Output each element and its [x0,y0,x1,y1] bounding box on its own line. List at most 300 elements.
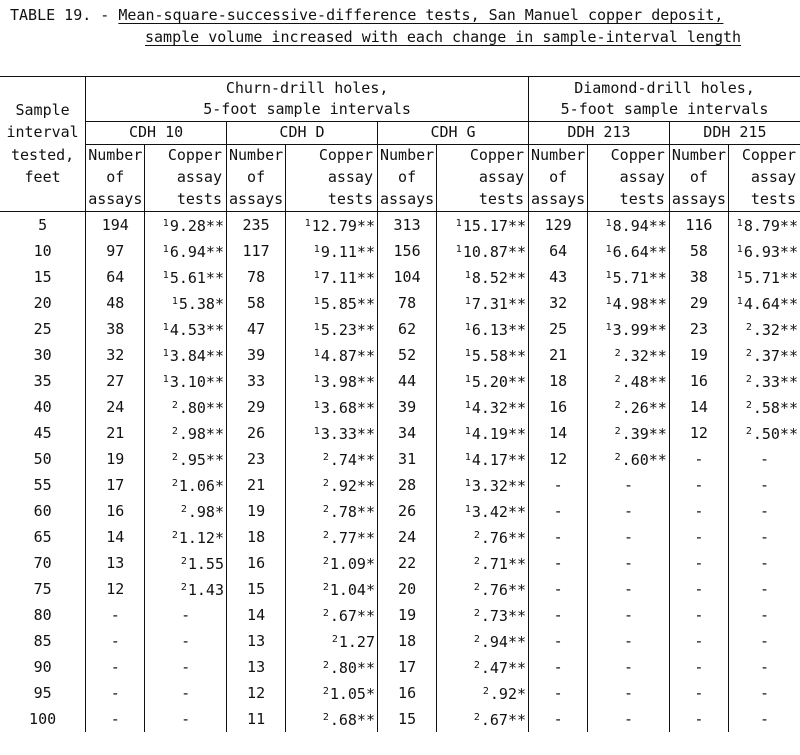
table-row [0,472,800,498]
test-value: .95** [178,450,224,469]
ddh-213-number-of-assays: - [529,602,588,628]
test-value: .76** [480,580,527,599]
cdh-d-copper-assay-test [286,394,378,420]
copper-header: tests [286,189,378,212]
cdh-d-number-of-assays: 21 [227,472,286,498]
footnote-marker: 2 [322,659,329,671]
ddh-213-number-of-assays: - [529,706,588,732]
footnote-marker: 2 [745,399,752,411]
table-row [0,316,800,342]
footnote-marker: 1 [736,295,743,307]
cdh-10-number-of-assays: 12 [86,576,145,602]
test-value: .98* [187,502,224,521]
copper-header: Copper [437,144,529,167]
footnote-marker: 1 [736,269,743,281]
cdh-g-number-of-assays: 22 [378,550,437,576]
cdh-d-copper-assay-test [286,290,378,316]
test-value: 3.68** [320,398,375,417]
hole-header-ddh-213: DDH 213 [529,121,670,144]
footnote-marker: 1 [171,295,178,307]
cdh-10-copper-assay-test [145,524,227,550]
ddh-215-number-of-assays: 14 [669,394,728,420]
test-value: 1.09* [329,554,375,573]
number-header: of [378,167,437,189]
ddh-213-number-of-assays: 14 [529,420,588,446]
test-value: 1.27 [338,632,375,651]
ddh-215-number-of-assays: 23 [669,316,728,342]
test-value: 6.13** [471,320,527,339]
cdh-g-number-of-assays: 62 [378,316,437,342]
interval-header-line-2: interval [6,123,79,141]
cdh-d-number-of-assays: 16 [227,550,286,576]
ddh-215-number-of-assays: - [669,706,728,732]
table-row [0,680,800,706]
cdh-10-copper-assay-test [145,238,227,264]
footnote-marker: 1 [313,269,320,281]
interval-header-spacer [0,77,86,100]
diamond-drill-group-header [529,77,800,122]
ddh-213-copper-assay-test: - [588,550,670,576]
cdh-10-copper-assay-test [145,420,227,446]
test-value: 1.05* [329,684,375,703]
cdh-10-number-of-assays: 16 [86,498,145,524]
test-value: 4.17** [471,450,527,469]
hole-header-cdh-d: CDH D [227,121,378,144]
cdh-g-number-of-assays: 34 [378,420,437,446]
copper-header: Copper [286,144,378,167]
footnote-marker: 1 [304,217,311,229]
copper-header: assay [437,167,529,189]
table-body [0,211,800,732]
test-value: .32** [752,320,798,339]
number-header: of [86,167,145,189]
ddh-213-number-of-assays: - [529,524,588,550]
table-row [0,368,800,394]
cdh-10-number-of-assays: 13 [86,550,145,576]
cdh-d-copper-assay-test [286,446,378,472]
test-value: 4.53** [169,320,224,339]
footnote-marker: 2 [745,347,752,359]
cdh-10-copper-assay-test: - [145,602,227,628]
cdh-10-number-of-assays: - [86,628,145,654]
ddh-213-copper-assay-test [588,290,670,316]
cdh-g-copper-assay-test [437,524,529,550]
footnote-marker: 1 [162,347,169,359]
cdh-g-number-of-assays: 17 [378,654,437,680]
ddh-213-copper-assay-test: - [588,628,670,654]
cdh-10-copper-assay-test: - [145,706,227,732]
footnote-marker: 1 [464,425,471,437]
cdh-d-number-of-assays: 29 [227,394,286,420]
cdh-g-copper-assay-test [437,316,529,342]
test-value: 5.20** [471,372,527,391]
ddh-213-copper-assay-test: - [588,680,670,706]
ddh-213-copper-assay-test [588,368,670,394]
cdh-10-number-of-assays: 97 [86,238,145,264]
footnote-marker: 1 [605,269,612,281]
table-row [0,342,800,368]
cdh-10-number-of-assays: 27 [86,368,145,394]
number-header: Number [378,144,437,167]
cdh-10-number-of-assays: 14 [86,524,145,550]
hole-header-cdh-10: CDH 10 [86,121,227,144]
test-value: 5.71** [612,268,667,287]
test-value: 4.19** [471,424,527,443]
cdh-10-copper-assay-test [145,446,227,472]
footnote-marker: 2 [614,425,621,437]
cdh-10-copper-assay-test: - [145,654,227,680]
interval-cell: 15 [33,267,52,286]
ddh-213-number-of-assays: 16 [529,394,588,420]
footnote-marker: 2 [322,711,329,723]
ddh-213-copper-assay-test [588,264,670,290]
test-value: .80** [329,658,375,677]
ddh-215-number-of-assays: 116 [669,211,728,238]
diamond-group-line-1: Diamond-drill holes, [574,78,755,97]
cdh-d-copper-assay-test [286,211,378,238]
ddh-215-number-of-assays: 38 [669,264,728,290]
cdh-g-copper-assay-test [437,342,529,368]
test-value: .73** [480,606,527,625]
number-header: of [227,167,286,189]
ddh-215-number-of-assays: 19 [669,342,728,368]
copper-header: assay [588,167,670,189]
test-value: 3.32** [471,476,527,495]
footnote-marker: 1 [464,269,471,281]
cdh-g-number-of-assays: 20 [378,576,437,602]
test-value: 5.58** [471,346,527,365]
footnote-marker: 1 [605,295,612,307]
test-value: 1.06* [178,476,224,495]
cdh-g-number-of-assays: 31 [378,446,437,472]
ddh-213-number-of-assays: - [529,550,588,576]
test-value: 4.87** [320,346,375,365]
footnote-marker: 1 [162,269,169,281]
cdh-g-copper-assay-test [437,472,529,498]
footnote-marker: 1 [464,399,471,411]
test-value: 8.94** [612,216,667,235]
ddh-215-copper-assay-test: - [729,550,800,576]
footnote-marker: 2 [171,529,178,541]
number-header: assays [529,189,588,212]
ddh-215-number-of-assays: - [669,628,728,654]
ddh-213-copper-assay-test: - [588,498,670,524]
footnote-marker: 2 [745,373,752,385]
cdh-10-copper-assay-test [145,394,227,420]
interval-cell: 55 [33,475,52,494]
footnote-marker: 2 [473,659,480,671]
cdh-10-number-of-assays: 64 [86,264,145,290]
test-value: 5.85** [320,294,375,313]
ddh-215-copper-assay-test [729,264,800,290]
footnote-marker: 2 [614,373,621,385]
copper-header: Copper [729,144,800,167]
ddh-215-copper-assay-test: - [729,628,800,654]
cdh-d-number-of-assays: 14 [227,602,286,628]
table-row [0,550,800,576]
cdh-g-copper-assay-test [437,628,529,654]
ddh-215-copper-assay-test [729,316,800,342]
copper-header: tests [588,189,670,212]
table-row [0,446,800,472]
table-row [0,602,800,628]
cdh-g-copper-assay-test [437,238,529,264]
ddh-213-copper-assay-test [588,238,670,264]
test-value: .80** [178,398,224,417]
ddh-215-number-of-assays: 58 [669,238,728,264]
cdh-10-copper-assay-test [145,211,227,238]
footnote-marker: 1 [464,477,471,489]
test-value: .47** [480,658,527,677]
caption-title-line-2: sample volume increased with each change in sample-interval length [145,28,742,46]
cdh-d-copper-assay-test [286,524,378,550]
ddh-213-copper-assay-test [588,394,670,420]
cdh-g-number-of-assays: 15 [378,706,437,732]
ddh-215-number-of-assays: - [669,472,728,498]
ddh-213-copper-assay-test: - [588,602,670,628]
cdh-d-copper-assay-test [286,368,378,394]
ddh-213-number-of-assays: - [529,654,588,680]
cdh-10-number-of-assays: - [86,680,145,706]
table-row [0,264,800,290]
footnote-marker: 2 [171,399,178,411]
ddh-215-copper-assay-test [729,290,800,316]
footnote-marker: 1 [313,295,320,307]
hole-header-ddh-215: DDH 215 [669,121,800,144]
test-value: .71** [480,554,527,573]
cdh-g-number-of-assays: 28 [378,472,437,498]
test-value: 8.52** [471,268,527,287]
ddh-215-number-of-assays: - [669,550,728,576]
cdh-d-number-of-assays: 78 [227,264,286,290]
ddh-215-copper-assay-test [729,420,800,446]
caption-title-line-1: Mean-square-successive-difference tests, San Manuel copper deposit, [118,6,724,24]
cdh-10-number-of-assays: 194 [86,211,145,238]
footnote-marker: 1 [455,243,462,255]
ddh-213-number-of-assays: - [529,680,588,706]
ddh-213-copper-assay-test: - [588,524,670,550]
ddh-213-number-of-assays: 129 [529,211,588,238]
ddh-213-copper-assay-test: - [588,654,670,680]
footnote-marker: 2 [473,711,480,723]
interval-cell: 100 [29,709,57,728]
test-value: 6.94** [169,242,224,261]
ddh-213-number-of-assays: 21 [529,342,588,368]
ddh-215-copper-assay-test [729,394,800,420]
cdh-g-copper-assay-test [437,211,529,238]
table-row [0,238,800,264]
cdh-10-number-of-assays: 38 [86,316,145,342]
test-value: 3.98** [320,372,375,391]
cdh-d-copper-assay-test [286,680,378,706]
footnote-marker: 2 [322,685,329,697]
test-value: .60** [621,450,667,469]
churn-drill-group-header [86,77,529,122]
test-value: 3.99** [612,320,667,339]
footnote-marker: 2 [473,555,480,567]
cdh-d-number-of-assays: 235 [227,211,286,238]
footnote-marker: 2 [614,399,621,411]
cdh-d-number-of-assays: 15 [227,576,286,602]
footnote-marker: 1 [736,217,743,229]
ddh-213-copper-assay-test: - [588,472,670,498]
table-row [0,290,800,316]
number-header: Number [669,144,728,167]
ddh-215-number-of-assays: - [669,446,728,472]
cdh-d-copper-assay-test [286,550,378,576]
cdh-d-copper-assay-test [286,420,378,446]
test-value: 6.93** [743,242,798,261]
ddh-215-number-of-assays: 29 [669,290,728,316]
footnote-marker: 1 [162,217,169,229]
cdh-g-copper-assay-test [437,680,529,706]
test-value: 8.79** [743,216,798,235]
interval-header-line-4: feet [24,168,61,186]
table-row [0,524,800,550]
footnote-marker: 1 [162,243,169,255]
ddh-215-copper-assay-test: - [729,446,800,472]
interval-cell: 95 [33,683,52,702]
number-header: assays [86,189,145,212]
cdh-d-copper-assay-test [286,238,378,264]
churn-group-line-1: Churn-drill holes, [225,78,389,97]
interval-cell: 30 [33,345,52,364]
footnote-marker: 2 [331,633,338,645]
footnote-marker: 1 [313,321,320,333]
footnote-marker: 1 [464,503,471,515]
cdh-10-copper-assay-test [145,550,227,576]
ddh-215-number-of-assays: - [669,576,728,602]
cdh-g-copper-assay-test [437,498,529,524]
footnote-marker: 1 [605,243,612,255]
test-value: 4.32** [471,398,527,417]
footnote-marker: 1 [313,399,320,411]
cdh-d-copper-assay-test [286,654,378,680]
test-value: 5.71** [743,268,798,287]
interval-cell: 90 [33,657,52,676]
interval-cell: 35 [33,371,52,390]
interval-cell: 75 [33,579,52,598]
cdh-g-copper-assay-test [437,446,529,472]
footnote-marker: 1 [464,373,471,385]
table-row [0,706,800,732]
test-value: 12.79** [311,216,375,235]
interval-header-blank [0,189,86,212]
cdh-d-number-of-assays: 19 [227,498,286,524]
table-row [0,394,800,420]
ddh-215-number-of-assays: - [669,602,728,628]
hole-header-cdh-g: CDH G [378,121,529,144]
table-caption [10,4,790,48]
cdh-d-number-of-assays: 26 [227,420,286,446]
ddh-215-copper-assay-test [729,342,800,368]
footnote-marker: 2 [614,451,621,463]
test-value: .58** [752,398,798,417]
caption-line-2 [10,26,790,48]
cdh-10-number-of-assays: 19 [86,446,145,472]
interval-header-line-1: Sample [15,100,70,119]
cdh-g-number-of-assays: 156 [378,238,437,264]
cdh-10-copper-assay-test: - [145,680,227,706]
cdh-d-number-of-assays: 13 [227,654,286,680]
footnote-marker: 2 [473,529,480,541]
ddh-215-number-of-assays: 16 [669,368,728,394]
cdh-g-number-of-assays: 39 [378,394,437,420]
test-value: 9.11** [320,242,375,261]
test-value: 9.28** [169,216,224,235]
interval-cell: 65 [33,527,52,546]
table-row [0,654,800,680]
cdh-10-number-of-assays: 17 [86,472,145,498]
test-value: .77** [329,528,375,547]
ddh-213-copper-assay-test: - [588,576,670,602]
number-header: Number [227,144,286,167]
cdh-d-number-of-assays: 23 [227,446,286,472]
copper-header: assay [145,167,227,189]
cdh-g-copper-assay-test [437,706,529,732]
cdh-g-number-of-assays: 44 [378,368,437,394]
ddh-213-number-of-assays: 64 [529,238,588,264]
cdh-g-copper-assay-test [437,654,529,680]
test-value: 3.42** [471,502,527,521]
footnote-marker: 1 [313,243,320,255]
test-value: .50** [752,424,798,443]
ddh-213-copper-assay-test [588,420,670,446]
cdh-d-number-of-assays: 33 [227,368,286,394]
cdh-d-copper-assay-test [286,342,378,368]
copper-header: tests [145,189,227,212]
test-value: .39** [621,424,667,443]
ddh-213-number-of-assays: 12 [529,446,588,472]
test-value: .74** [329,450,375,469]
table-row [0,628,800,654]
number-header: Number [529,144,588,167]
footnote-marker: 1 [313,373,320,385]
ddh-215-copper-assay-test: - [729,472,800,498]
cdh-g-copper-assay-test [437,290,529,316]
footnote-marker: 2 [180,555,187,567]
footnote-marker: 2 [322,607,329,619]
footnote-marker: 2 [473,607,480,619]
cdh-g-number-of-assays: 78 [378,290,437,316]
cdh-10-number-of-assays: 32 [86,342,145,368]
footnote-marker: 1 [162,321,169,333]
test-value: 3.10** [169,372,224,391]
cdh-d-number-of-assays: 58 [227,290,286,316]
cdh-10-number-of-assays: 48 [86,290,145,316]
cdh-d-number-of-assays: 47 [227,316,286,342]
cdh-g-copper-assay-test [437,602,529,628]
number-header: Number [86,144,145,167]
test-value: .26** [621,398,667,417]
table-row [0,576,800,602]
cdh-g-copper-assay-test [437,394,529,420]
test-value: 3.33** [320,424,375,443]
footnote-marker: 2 [180,503,187,515]
footnote-marker: 2 [745,321,752,333]
copper-header: Copper [145,144,227,167]
test-value: 5.38* [178,294,224,313]
ddh-213-copper-assay-test [588,342,670,368]
copper-header: tests [437,189,529,212]
ddh-215-number-of-assays: 12 [669,420,728,446]
footnote-marker: 1 [313,347,320,359]
test-value: 10.87** [462,242,527,261]
table-row [0,211,800,238]
interval-cell: 85 [33,631,52,650]
ddh-213-number-of-assays: - [529,628,588,654]
test-value: 3.84** [169,346,224,365]
